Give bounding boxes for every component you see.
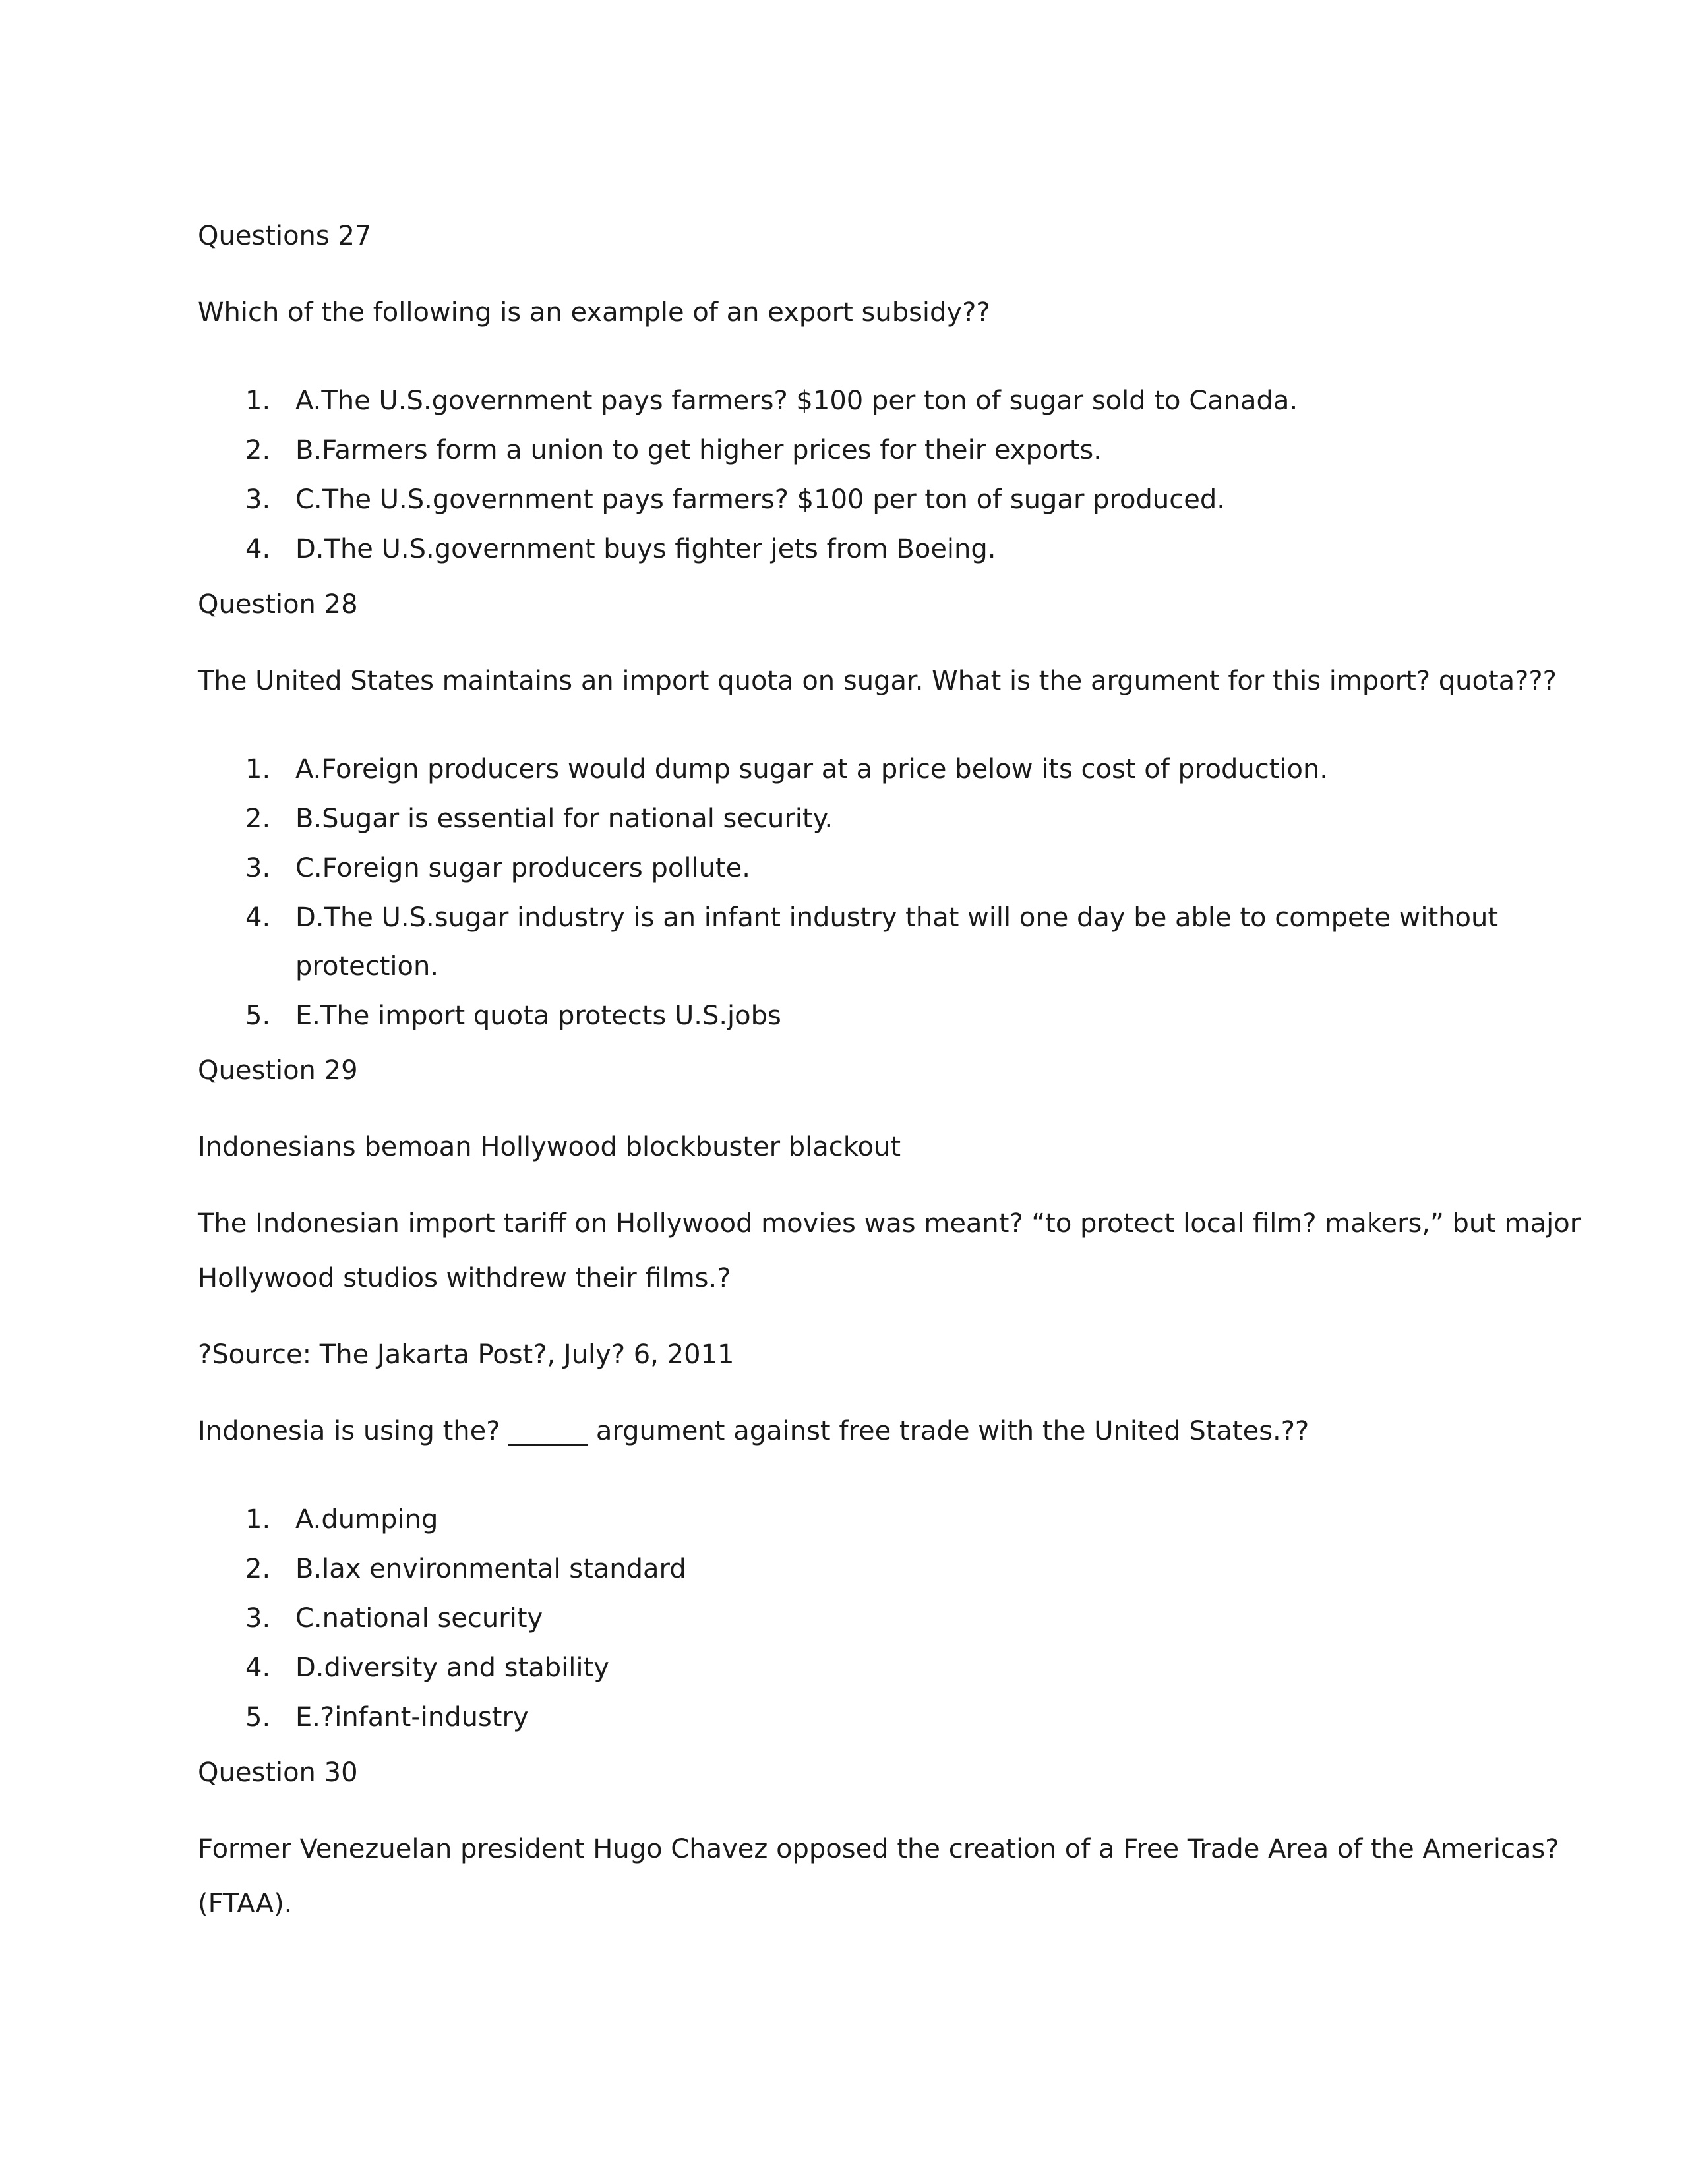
option-text-continuation: protection. (295, 951, 439, 982)
list-item (245, 532, 996, 566)
question-30-heading: Question 30 (198, 1757, 358, 1788)
list-item (245, 851, 750, 885)
question-29-body-line-1: The Indonesian import tariff on Hollywood movies was meant? “to protect local film? makers,” but major (198, 1208, 1581, 1239)
option-text: A.The U.S.government pays farmers? $100 per ton of sugar sold to Canada. (295, 386, 1298, 416)
list-item (245, 1651, 609, 1685)
question-29-body-line-2: Hollywood studios withdrew their films.? (198, 1263, 731, 1293)
option-number: 3. (245, 1603, 271, 1634)
option-number: 2. (245, 1554, 271, 1584)
option-text: B.Farmers form a union to get higher prices for their exports. (295, 435, 1102, 465)
option-text: D.The U.S.sugar industry is an infant industry that will one day be able to compete without (295, 902, 1499, 933)
option-text: D.diversity and stability (295, 1653, 609, 1683)
list-item (245, 1700, 529, 1734)
list-item (245, 1502, 438, 1537)
option-text: D.The U.S.government buys fighter jets from Boeing. (295, 534, 996, 564)
option-number: 2. (245, 435, 271, 465)
option-number: 4. (245, 1653, 271, 1683)
question-27-prompt: Which of the following is an example of an export subsidy?? (198, 297, 990, 328)
list-item (245, 1552, 686, 1586)
list-item (245, 999, 781, 1033)
list-item (245, 384, 1298, 418)
option-text: E.The import quota protects U.S.jobs (295, 1001, 781, 1031)
option-number: 1. (245, 386, 271, 416)
option-text: A.dumping (295, 1504, 438, 1535)
option-text: C.national security (295, 1603, 543, 1634)
option-text: E.?infant-industry (295, 1702, 529, 1732)
option-number: 2. (245, 804, 271, 834)
option-number: 1. (245, 754, 271, 784)
option-text: A.Foreign producers would dump sugar at a price below its cost of production. (295, 754, 1329, 784)
question-30-prompt-line-2: (FTAA). (198, 1889, 293, 1919)
question-29-source: ?Source: The Jakarta Post?, July? 6, 2011 (198, 1340, 735, 1370)
option-text: C.Foreign sugar producers pollute. (295, 853, 750, 883)
question-29-prompt: Indonesia is using the? ______ argument against free trade with the United States.?? (198, 1416, 1310, 1446)
option-text: B.Sugar is essential for national security. (295, 804, 833, 834)
option-number: 5. (245, 1702, 271, 1732)
option-text: B.lax environmental standard (295, 1554, 686, 1584)
option-text: C.The U.S.government pays farmers? $100 per ton of sugar produced. (295, 485, 1225, 515)
option-number: 4. (245, 902, 271, 933)
list-item (245, 802, 833, 836)
option-number: 5. (245, 1001, 271, 1031)
list-item (245, 433, 1102, 467)
question-29-heading: Question 29 (198, 1055, 358, 1086)
list-item (245, 752, 1328, 786)
option-number: 4. (245, 534, 271, 564)
option-number: 3. (245, 485, 271, 515)
option-number: 3. (245, 853, 271, 883)
question-28-heading: Question 28 (198, 589, 358, 620)
option-number: 1. (245, 1504, 271, 1535)
list-item (245, 483, 1225, 517)
list-item (245, 900, 1498, 935)
question-29-headline: Indonesians bemoan Hollywood blockbuster blackout (198, 1132, 901, 1162)
question-30-prompt-line-1: Former Venezuelan president Hugo Chavez opposed the creation of a Free Trade Area of the Americas? (198, 1834, 1559, 1864)
list-item (245, 1601, 543, 1636)
question-27-heading: Questions 27 (198, 221, 372, 251)
question-28-prompt: The United States maintains an import quota on sugar. What is the argument for this import? quota??? (198, 666, 1557, 696)
